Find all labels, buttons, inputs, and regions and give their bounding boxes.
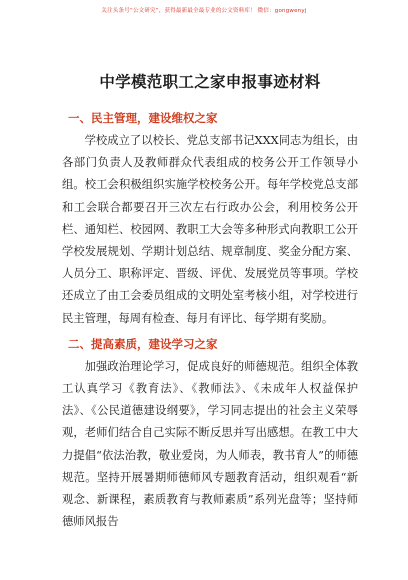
section-learning [62, 334, 358, 534]
section-paragraph: 加强政治理论学习，促成良好的师德规范。组织全体教工认真学习《教育法》、《教师法》、《未成年人权益保护法》、《公民道德建设纲要》，学习同志提出的社会主义荣辱观，老师们结合自己实际不断反思并写出感想。在教工中大力提倡“依法治教，敬业爱岗，为人师表，教书育人”的师德规范。坚持开展暑期师德师风专题教育活动，组织观看“新观念、新课程，素质教育与教师素质”系列光盘等；坚持师德师风报告 [62, 359, 358, 529]
section-democratic-management [62, 108, 358, 330]
section-heading: 二、提高素质，建设学习之家 [68, 336, 218, 351]
promo-banner: 关注头条号“公文研究”，获得最新最全最专业的公文资料库！ 微信：gongwenyj [101, 8, 307, 14]
section-heading: 一、民主管理，建设维权之家 [68, 111, 218, 125]
document-body [62, 70, 358, 537]
document-title: 中学模范职工之家申报事迹材料 [99, 73, 321, 91]
section-paragraph: 学校成立了以校长、党总支部书记XXX同志为组长，由各部门负责人及教师群众代表组成的校务公开工作领导小组。校工会积极组织实施学校校务公开。每年学校党总支部和工会联合都要召开三次左右行政办公会，利用校务公开栏、通知栏、校园网、教职工大会等多种形式向教职工公开学校发展规划、学期计划总结、规章制度、奖金分配方案、人员分工、职称评定、晋级、评优、发展党员等事项。学校还成立了由工会委员组成的文明处室考核小组，对学校进行民主管理，每周有检查、每月有评比、每学期有奖励。 [62, 134, 358, 325]
